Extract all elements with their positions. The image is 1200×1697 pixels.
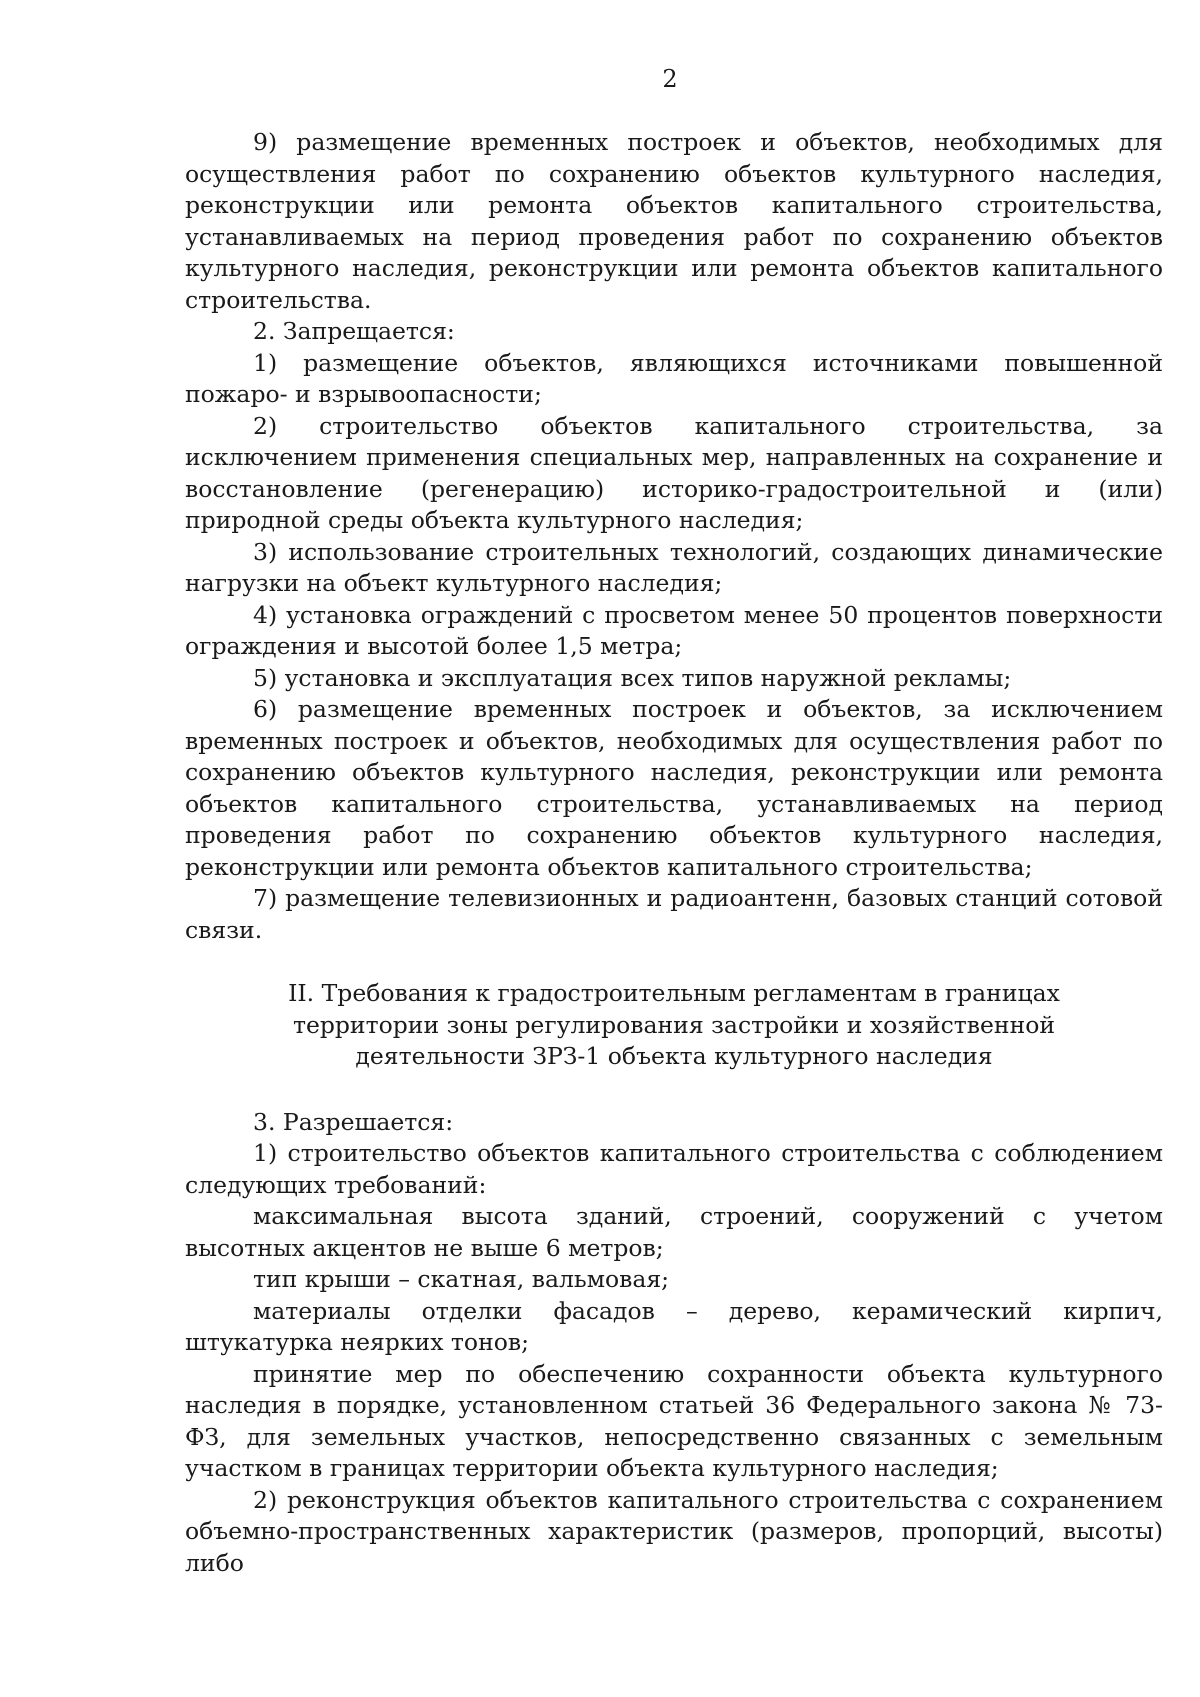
paragraph-permitted-heading: 3. Разрешается: [253, 1107, 454, 1136]
paragraph-prohibited-4: 4) установка ограждений с просветом менее 50 процентов поверхности ограждения и высотой более 1,5 метра; [185, 600, 1163, 660]
paragraph-permitted-2: 2) реконструкция объектов капитального строительства с сохранением объемно-пространственных характеристик (размеров, пропорций, высоты) либо [185, 1485, 1163, 1577]
paragraph-requirement-height: максимальная высота зданий, строений, сооружений с учетом высотных акцентов не выше 6 метров; [185, 1202, 1163, 1262]
paragraph-prohibited-3: 3) использование строительных технологий, создающих динамические нагрузки на объект культурного наследия; [185, 537, 1163, 597]
page-number: 2 [662, 65, 678, 93]
paragraph-prohibited-7: 7) размещение телевизионных и радиоантенн, базовых станций сотовой связи. [185, 884, 1163, 944]
paragraph-permitted-1: 1) строительство объектов капитального строительства с соблюдением следующих требований: [185, 1139, 1163, 1199]
document-body [185, 127, 1163, 1579]
section-heading-line: II. Требования к градостроительным регламентам в границах [288, 979, 1060, 1007]
paragraph-prohibited-1: 1) размещение объектов, являющихся источниками повышенной пожаро- и взрывоопасности; [185, 348, 1163, 408]
paragraph-requirement-preservation: принятие мер по обеспечению сохранности объекта культурного наследия в порядке, установленном статьей 36 Федерального закона № 73-ФЗ, для земельных участков, непосредственно связанных с земельным участком в границах территории объекта культурного наследия; [185, 1359, 1163, 1482]
paragraph-requirement-roof: тип крыши – скатная, вальмовая; [253, 1265, 670, 1293]
paragraph-prohibited-2: 2) строительство объектов капитального строительства, за исключением применения специальных мер, направленных на сохранение и восстановление (регенерацию) историко-градостроительной и (или) природной среды объекта культурного наследия; [185, 411, 1163, 534]
section-heading-line: деятельности ЗРЗ-1 объекта культурного наследия [355, 1042, 993, 1070]
paragraph-item-9: 9) размещение временных построек и объектов, необходимых для осуществления работ по сохранению объектов культурного наследия, реконструкции или ремонта объектов капитального строительства, устанавливаемых на период проведения работ по сохранению объектов культурного наследия, реконструкции или ремонта объектов капитального строительства. [185, 128, 1163, 314]
paragraph-prohibited-6: 6) размещение временных построек и объектов, за исключением временных построек и объектов, необходимых для осуществления работ по сохранению объектов культурного наследия, реконструкции или ремонта объектов капитального строительства, устанавливаемых на период проведения работ по сохранению объектов культурного наследия, реконструкции или ремонта объектов капитального строительства; [185, 695, 1163, 881]
section-heading [185, 978, 1163, 1073]
paragraph-prohibited-heading: 2. Запрещается: [253, 317, 455, 345]
section-heading-line: территории зоны регулирования застройки и хозяйственной [292, 1010, 1056, 1039]
paragraph-requirement-facade: материалы отделки фасадов – дерево, керамический кирпич, штукатурка неярких тонов; [185, 1296, 1163, 1356]
paragraph-prohibited-5: 5) установка и эксплуатация всех типов наружной рекламы; [253, 663, 1012, 692]
